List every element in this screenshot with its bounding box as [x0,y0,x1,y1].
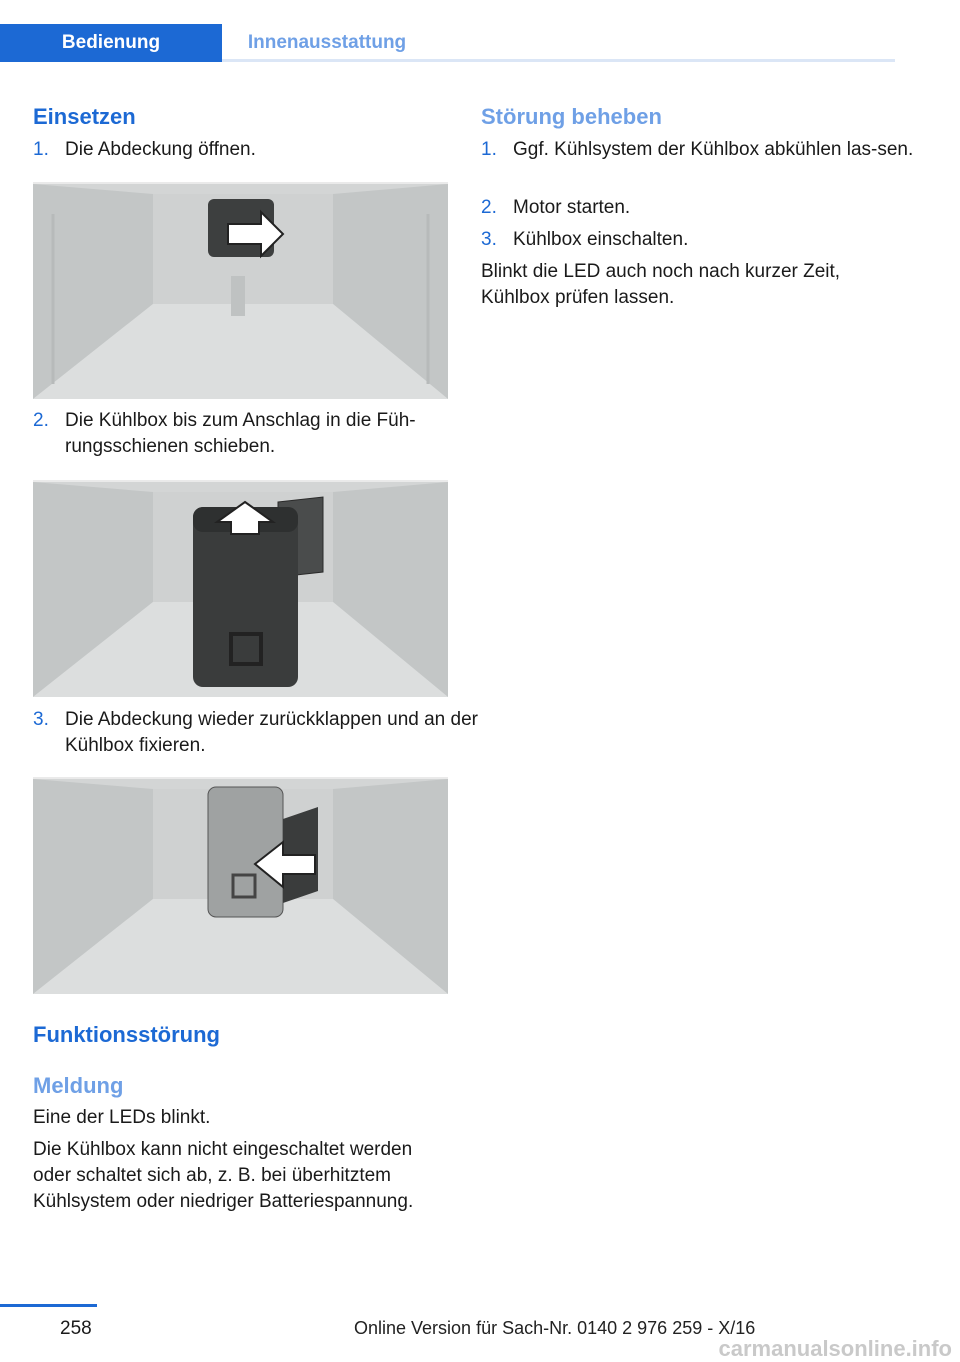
step-text: Die Abdeckung öffnen. [65,139,256,160]
heading-funktionsstoerung: Funktionsstörung [33,1022,220,1047]
subheading-meldung: Meldung [33,1073,124,1098]
step-text: Die Kühlbox bis zum Anschlag in die Füh‐rungsschienen schieben. [65,410,416,457]
step-number: 2. [33,410,49,431]
step-number: 2. [481,197,497,218]
step-text: Ggf. Kühlsystem der Kühlbox abkühlen las‐sen. [513,139,914,160]
header-tabs [0,24,895,62]
step-3 [33,707,480,759]
figure-close-cover [33,777,448,994]
step-2 [481,195,928,221]
tab-underline [222,59,895,62]
figure-open-cover [33,182,448,399]
footer-online-version: Online Version für Sach-Nr. 0140 2 976 259 - X/16 [354,1318,756,1338]
watermark: carmanualsonline.info [718,1336,952,1361]
footer-rule [0,1304,97,1307]
tab-innenausstattung[interactable]: Innenausstattung [247,32,407,53]
step-1 [33,137,480,163]
heading-stoerung-beheben: Störung beheben [481,104,662,129]
paragraph-led: Eine der LEDs blinkt. [33,1107,211,1128]
step-3 [481,227,928,253]
paragraph-cause: Die Kühlbox kann nicht eingeschaltet werden oder schaltet sich ab, z. B. bei überhitztem Kühlsystem oder niedriger Batteriespannung. [33,1139,414,1212]
figure-insert-coolbox [33,480,448,697]
page-number: 258 [60,1318,92,1339]
paragraph-check: Blinkt die LED auch noch nach kurzer Zeit, Kühlbox prüfen lassen. [481,261,841,308]
step-1 [481,137,928,163]
step-number: 1. [481,139,497,160]
heading-einsetzen: Einsetzen [33,104,136,129]
step-number: 1. [33,139,49,160]
step-2 [33,408,480,460]
step-text: Die Abdeckung wieder zurückklappen und an der Kühlbox fixieren. [65,709,478,756]
step-number: 3. [33,709,49,730]
tab-bedienung[interactable]: Bedienung [0,24,222,62]
step-text: Motor starten. [513,197,631,218]
step-number: 3. [481,229,497,250]
step-text: Kühlbox einschalten. [513,229,689,250]
